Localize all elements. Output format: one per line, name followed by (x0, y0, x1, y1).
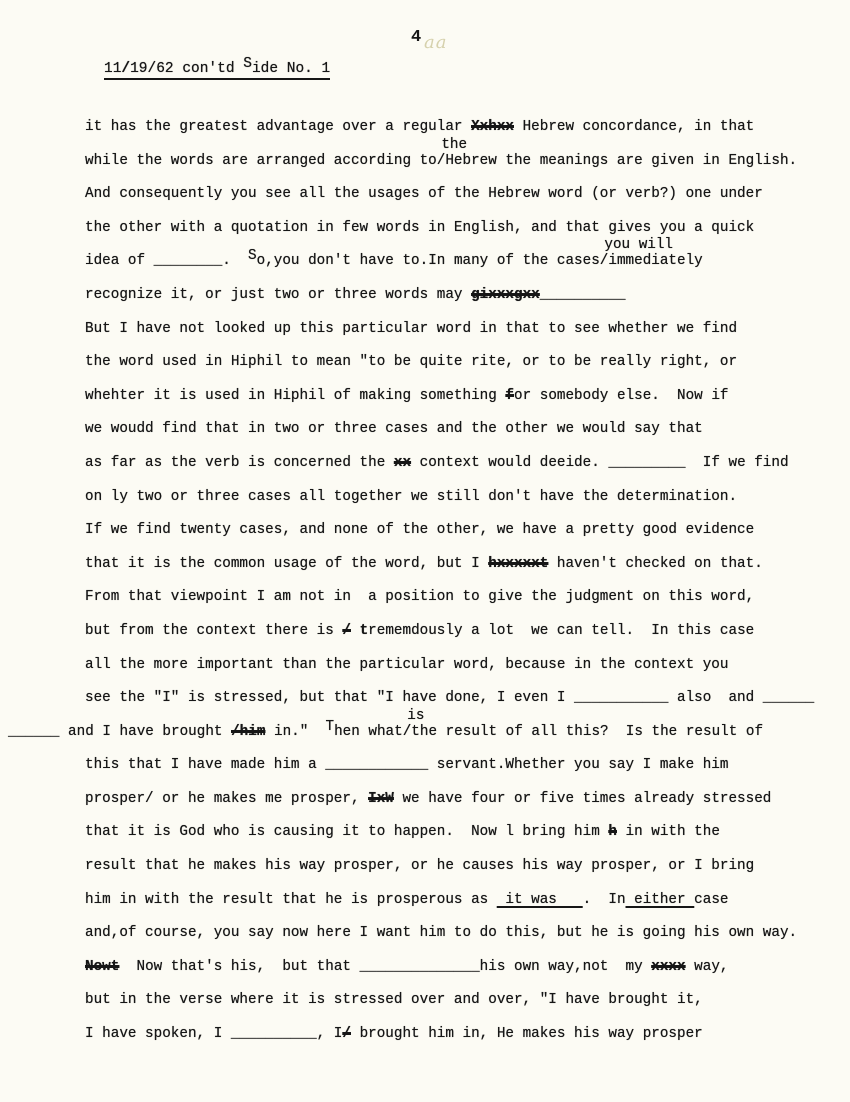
typed-text: Hebrew concordance, in that (514, 119, 755, 135)
typed-text: while the words are arranged according to/ (85, 152, 446, 169)
typed-text: him in with the result that he is prosperous as (85, 891, 497, 908)
typed-text: recognize it, or just two or three words may (85, 286, 472, 303)
struck-text: gixxxgxx (471, 286, 540, 303)
struck-text: IxW (368, 790, 394, 807)
struck-text: / (342, 622, 351, 639)
typed-line (85, 581, 845, 615)
typed-text: and,of course, you say now here I want him to do this, but he is going his own way. (85, 925, 798, 942)
struck-text: h (608, 824, 617, 841)
typed-text: immediately you will (604, 237, 703, 270)
typed-text: case (694, 891, 729, 908)
typed-text: ______ and I have brought (8, 723, 232, 740)
typed-text: If we find twenty cases, and none of the other, we have a pretty good evidence (85, 522, 755, 539)
typed-text: 11 (104, 61, 122, 77)
typed-line (85, 749, 845, 783)
typed-text: it has the greatest advantage over a regular (85, 119, 472, 135)
struck-text: Xxhxx (471, 119, 514, 135)
typed-text: Now that's his, but that ______________his own way,not my (119, 958, 652, 975)
inserted-word: is (407, 707, 425, 724)
typed-text: see the "I" is stressed, but that "I have done, I even I ___________ also and ______ (85, 690, 815, 707)
typed-line (85, 884, 845, 918)
typed-text: S (243, 56, 252, 72)
typed-text: that it is God who is causing it to happen. Now l bring him (85, 824, 609, 841)
typed-text: rememdously a lot we can tell. In this case (368, 622, 755, 639)
typed-line (8, 707, 845, 750)
inserted-word: the (441, 136, 468, 153)
typed-text: But I have not looked up this particular word in that to see whether we find (85, 320, 738, 337)
typed-text: __________ (539, 286, 626, 303)
typed-line (85, 212, 845, 246)
typed-text: as far as the verb is concerned the (85, 454, 394, 471)
typed-text: on ly two or three cases all together we still don't have the determination. (85, 488, 738, 505)
typed-line (85, 178, 845, 212)
typed-text: the other with a quotation in few words in English, and that gives you a quick (85, 219, 755, 236)
typed-line (85, 816, 845, 850)
struck-text: Nowt (85, 958, 120, 975)
typed-text: 19/62 con'td (130, 61, 244, 77)
typed-text: but from the context there is (85, 622, 343, 639)
typed-text: this that I have made him a ____________ servant.Whether you say I make him (85, 757, 729, 774)
typed-line (85, 1018, 845, 1052)
handwritten-annotation: aa (424, 32, 448, 53)
typed-text: in." (265, 723, 326, 740)
typed-text: all the more important than the particular word, because in the context you (85, 656, 729, 673)
typed-line (85, 649, 845, 683)
typed-text: t (359, 622, 369, 639)
page-number: 4 (411, 28, 422, 47)
typed-line (85, 380, 845, 414)
typed-text: idea of ________. (85, 253, 249, 270)
typed-line (85, 313, 845, 347)
typed-text: . In (582, 891, 626, 908)
typed-text: either (625, 891, 695, 908)
typed-text: it was (496, 891, 583, 908)
struck-text: f (505, 387, 514, 404)
typed-text: in with the (616, 824, 720, 841)
typed-text: whehter it is used in Hiphil of making something (85, 387, 506, 404)
typed-text (351, 623, 360, 639)
document-header (104, 56, 331, 80)
typed-text: T (325, 718, 335, 735)
typed-line (85, 682, 845, 716)
typed-body (8, 111, 845, 1052)
typed-line (85, 615, 845, 649)
typed-text: / (121, 61, 131, 77)
typed-text: context would deeide. _________ If we find (411, 454, 789, 471)
typed-text: prosper/ or he makes me prosper, (85, 790, 369, 807)
typed-text: Hebrew the meanings are given in English. the (441, 136, 798, 169)
typed-line (85, 984, 845, 1018)
typed-text: ide No. 1 (251, 61, 331, 77)
typed-text: From that viewpoint I am not in a position to give the judgment on this word, (85, 589, 755, 606)
typed-line (85, 346, 845, 380)
typed-text: that it is the common usage of the word, but I (85, 555, 489, 572)
typed-line (85, 917, 845, 951)
typed-line (85, 237, 845, 279)
typed-text: And consequently you see all the usages of the Hebrew word (or verb?) one under (85, 186, 763, 203)
struck-text: / (342, 1026, 351, 1043)
typed-text: we woudd find that in two or three cases and the other we would say that (85, 421, 703, 438)
typed-text: way, (685, 958, 729, 975)
typed-line (85, 447, 845, 481)
typed-text: hen what/ (334, 723, 412, 740)
typed-text: the word used in Hiphil to mean "to be quite rite, or to be really right, or (85, 354, 738, 371)
typed-line (85, 548, 845, 582)
struck-text: hxxxxxt (488, 555, 549, 572)
typed-text: I have spoken, I __________, I (85, 1026, 343, 1043)
inserted-word: you will (604, 237, 674, 254)
struck-text: /him (231, 723, 266, 740)
typed-text: we have four or five times already stressed (393, 790, 772, 807)
struck-text: xxxx (651, 958, 686, 975)
typed-text: haven't checked on that. (548, 555, 763, 572)
typed-line (85, 514, 845, 548)
typed-line (85, 850, 845, 884)
typed-line (85, 413, 845, 447)
typed-text: brought him in, He makes his way prosper (350, 1026, 703, 1043)
typed-line (85, 279, 845, 313)
typed-line (85, 481, 845, 515)
typed-line (85, 951, 845, 985)
typed-text: or somebody else. Now if (514, 387, 729, 404)
typed-line (85, 136, 845, 179)
typed-line (85, 783, 845, 817)
typed-text: but in the verse where it is stressed over and over, "I have brought it, (85, 992, 703, 1009)
typed-text: o,you don't have to.In many of the cases/ (256, 253, 609, 270)
typed-text: result that he makes his way prosper, or he causes his way prosper, or I bring (85, 858, 755, 875)
typed-text: the result of all this? Is the result of is (407, 707, 764, 740)
typed-text: S (248, 248, 257, 265)
struck-text: xx (393, 454, 412, 471)
